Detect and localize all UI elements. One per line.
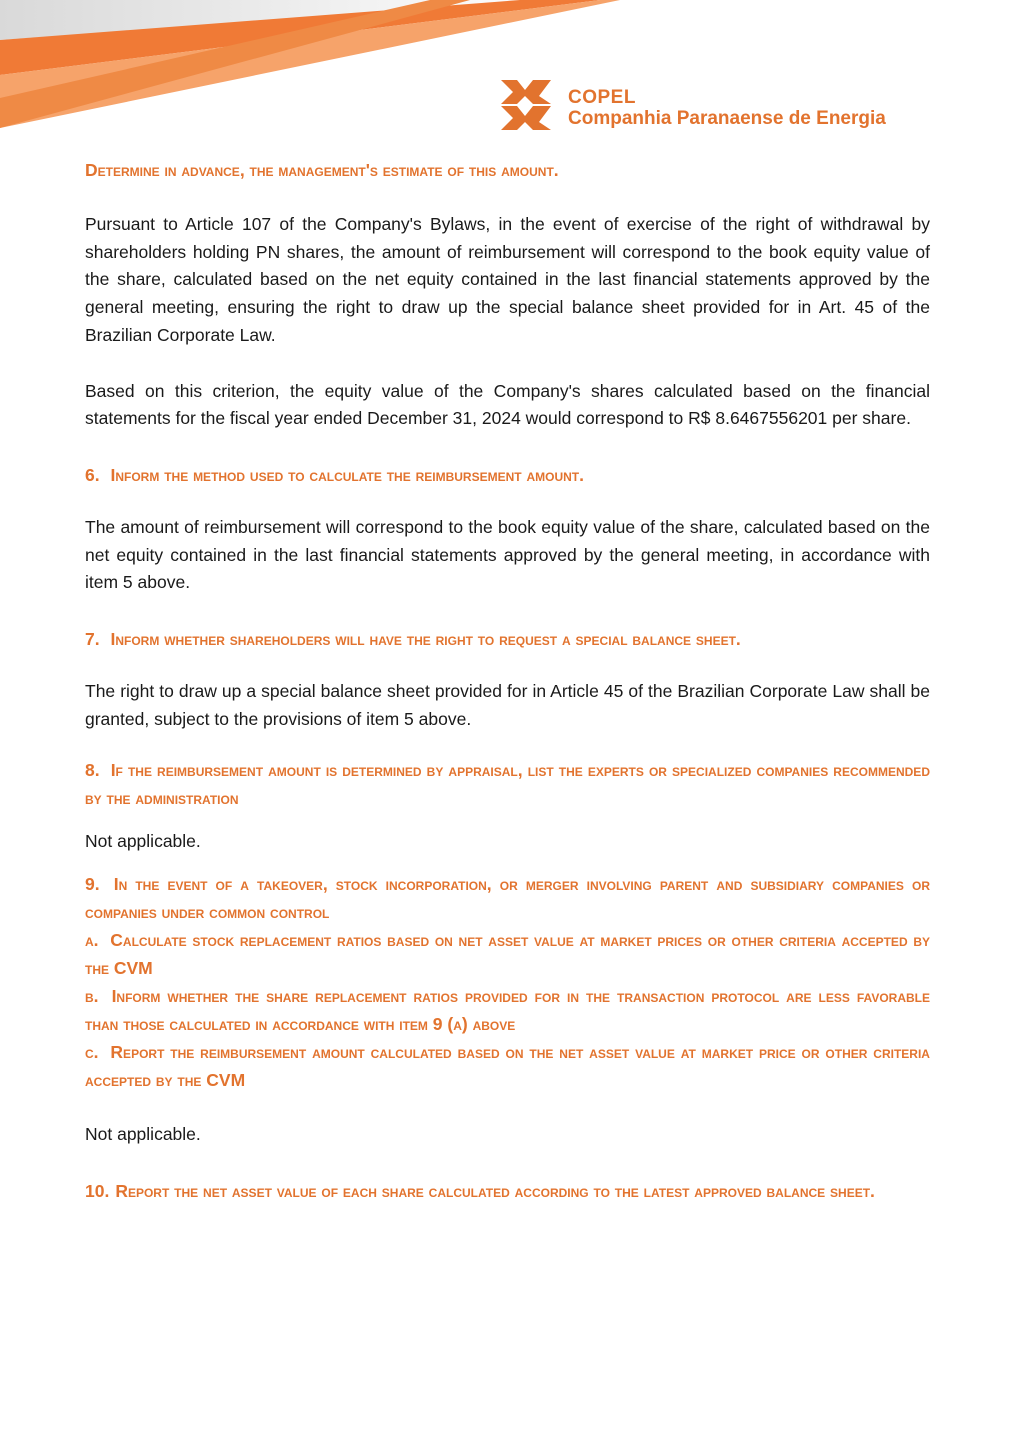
company-name: Companhia Paranaense de Energia [568,108,886,129]
section-number: 6. [85,464,100,485]
section-8-heading [85,756,930,812]
intro-paragraph-1: Pursuant to Article 107 of the Company's Bylaws, in the event of exercise of the right of withdrawal by shareholders holding PN shares, the amount of reimbursement will correspond to the book equity value of the share, calculated based on the net equity contained in the last financial statements approved by the general meeting, ensuring the right to draw up the special balance sheet provided for in Art. 45 of the Brazilian Corporate Law. [85,214,930,345]
company-logo [568,88,886,128]
heading-text: Report the reimbursement amount calculated based on the net asset value at market price or other criteria accepted by the CVM [85,1042,930,1091]
subsection-letter: c. [85,1042,99,1063]
heading-text: Inform whether the share replacement ratios provided for in the transaction protocol are less favorable than those calculated in accordance with item 9 (a) above [85,986,930,1035]
section-8-body: Not applicable. [85,831,201,852]
section-6-body: The amount of reimbursement will correspond to the book equity value of the share, calculated based on the net equity contained in the last financial statements approved by the general meeting, in accordance with item 5 above. [85,516,930,593]
heading-text: Calculate stock replacement ratios based on net asset value at market prices or other criteria accepted by the CVM [85,930,930,979]
document-body [85,156,930,1205]
section-9a-heading [85,926,930,982]
section-number: 8. [85,760,100,781]
heading-text: Inform whether shareholders will have the right to request a special balance sheet. [110,629,741,650]
heading-text: If the reimbursement amount is determined by appraisal, list the experts or specialized companies recommended by the administration [85,760,930,809]
subsection-letter: b. [85,986,99,1007]
section-9-body: Not applicable. [85,1124,201,1145]
subsection-letter: a. [85,930,99,951]
heading-text: Inform the method used to calculate the reimbursement amount. [110,464,584,485]
heading-text: In the event of a takeover, stock incorporation, or merger involving parent and subsidiary companies or companies under common control [85,874,930,923]
heading-text: Report the net asset value of each share calculated according to the latest approved balance sheet. [115,1180,875,1201]
section-number: 7. [85,629,100,650]
section-10-heading [85,1177,930,1205]
section-number: 10. [85,1180,110,1201]
section-7-body: The right to draw up a special balance sheet provided for in Article 45 of the Brazilian Corporate Law shall be granted, subject to the provisions of item 5 above. [85,681,930,729]
intro-heading: Determine in advance, the management's estimate of this amount. [85,160,559,180]
section-7-heading [85,625,930,653]
section-6-heading [85,461,930,489]
section-9-heading [85,870,930,926]
intro-paragraph-2: Based on this criterion, the equity value of the Company's shares calculated based on the financial statements for the fiscal year ended December 31, 2024 would correspond to R$ 8.6467556201 per share. [85,380,930,429]
copel-logo-mark [499,78,555,132]
section-number: 9. [85,874,100,895]
section-9c-heading [85,1038,930,1094]
brand-name: COPEL [568,87,636,108]
section-9b-heading [85,982,930,1038]
